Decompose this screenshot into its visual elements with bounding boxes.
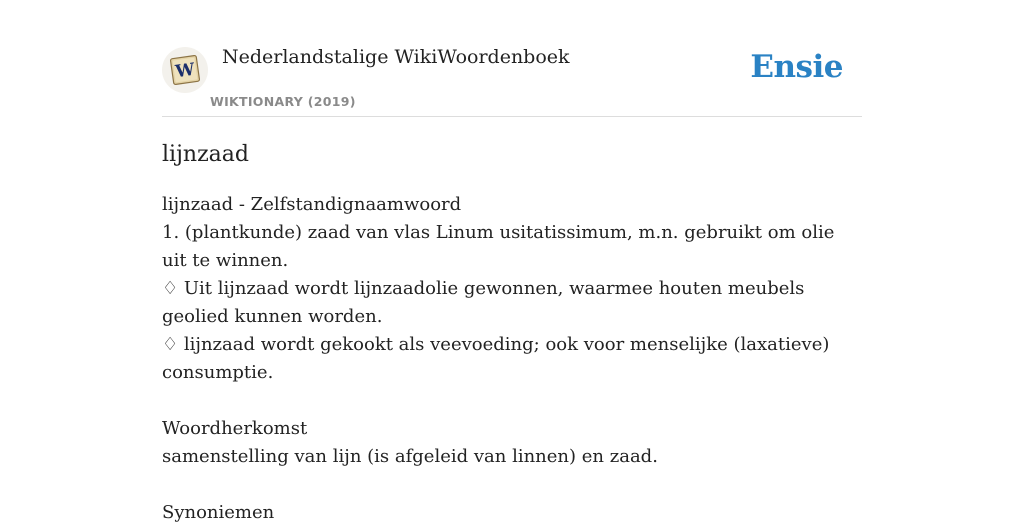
etymology-text: samenstelling van lijn (is afgeleid van linnen) en zaad. [162,446,658,467]
wiktionary-logo-icon [170,55,200,85]
synonyms-heading: Synoniemen [162,502,275,523]
source-title[interactable]: Nederlandstalige WikiWoordenboek [222,46,570,68]
spacer [162,387,862,415]
entry-body [162,191,862,527]
part-of-speech-line: lijnzaad - Zelfstandignaamwoord [162,194,462,215]
wiktionary-logo [162,47,208,93]
source-subtitle: WIKTIONARY (2019) [210,94,356,109]
page-title: lijnzaad [162,142,249,167]
ensie-brand-link[interactable]: Ensie [750,49,843,85]
example-1: ♢ Uit lijnzaad wordt lijnzaadolie gewonnen, waarmee houten meubels geolied kunnen worden. [162,278,805,327]
logo-letter: W [174,59,196,83]
entry-content [162,138,862,527]
definition-text: 1. (plantkunde) zaad van vlas Linum usitatissimum, m.n. gebruikt om olie uit te winnen. [162,222,835,271]
example-2: ♢ lijnzaad wordt gekookt als veevoeding; ook voor menselijke (laxatieve) consumptie. [162,334,830,383]
source-header [162,42,862,117]
spacer [162,471,862,499]
etymology-heading: Woordherkomst [162,418,308,439]
